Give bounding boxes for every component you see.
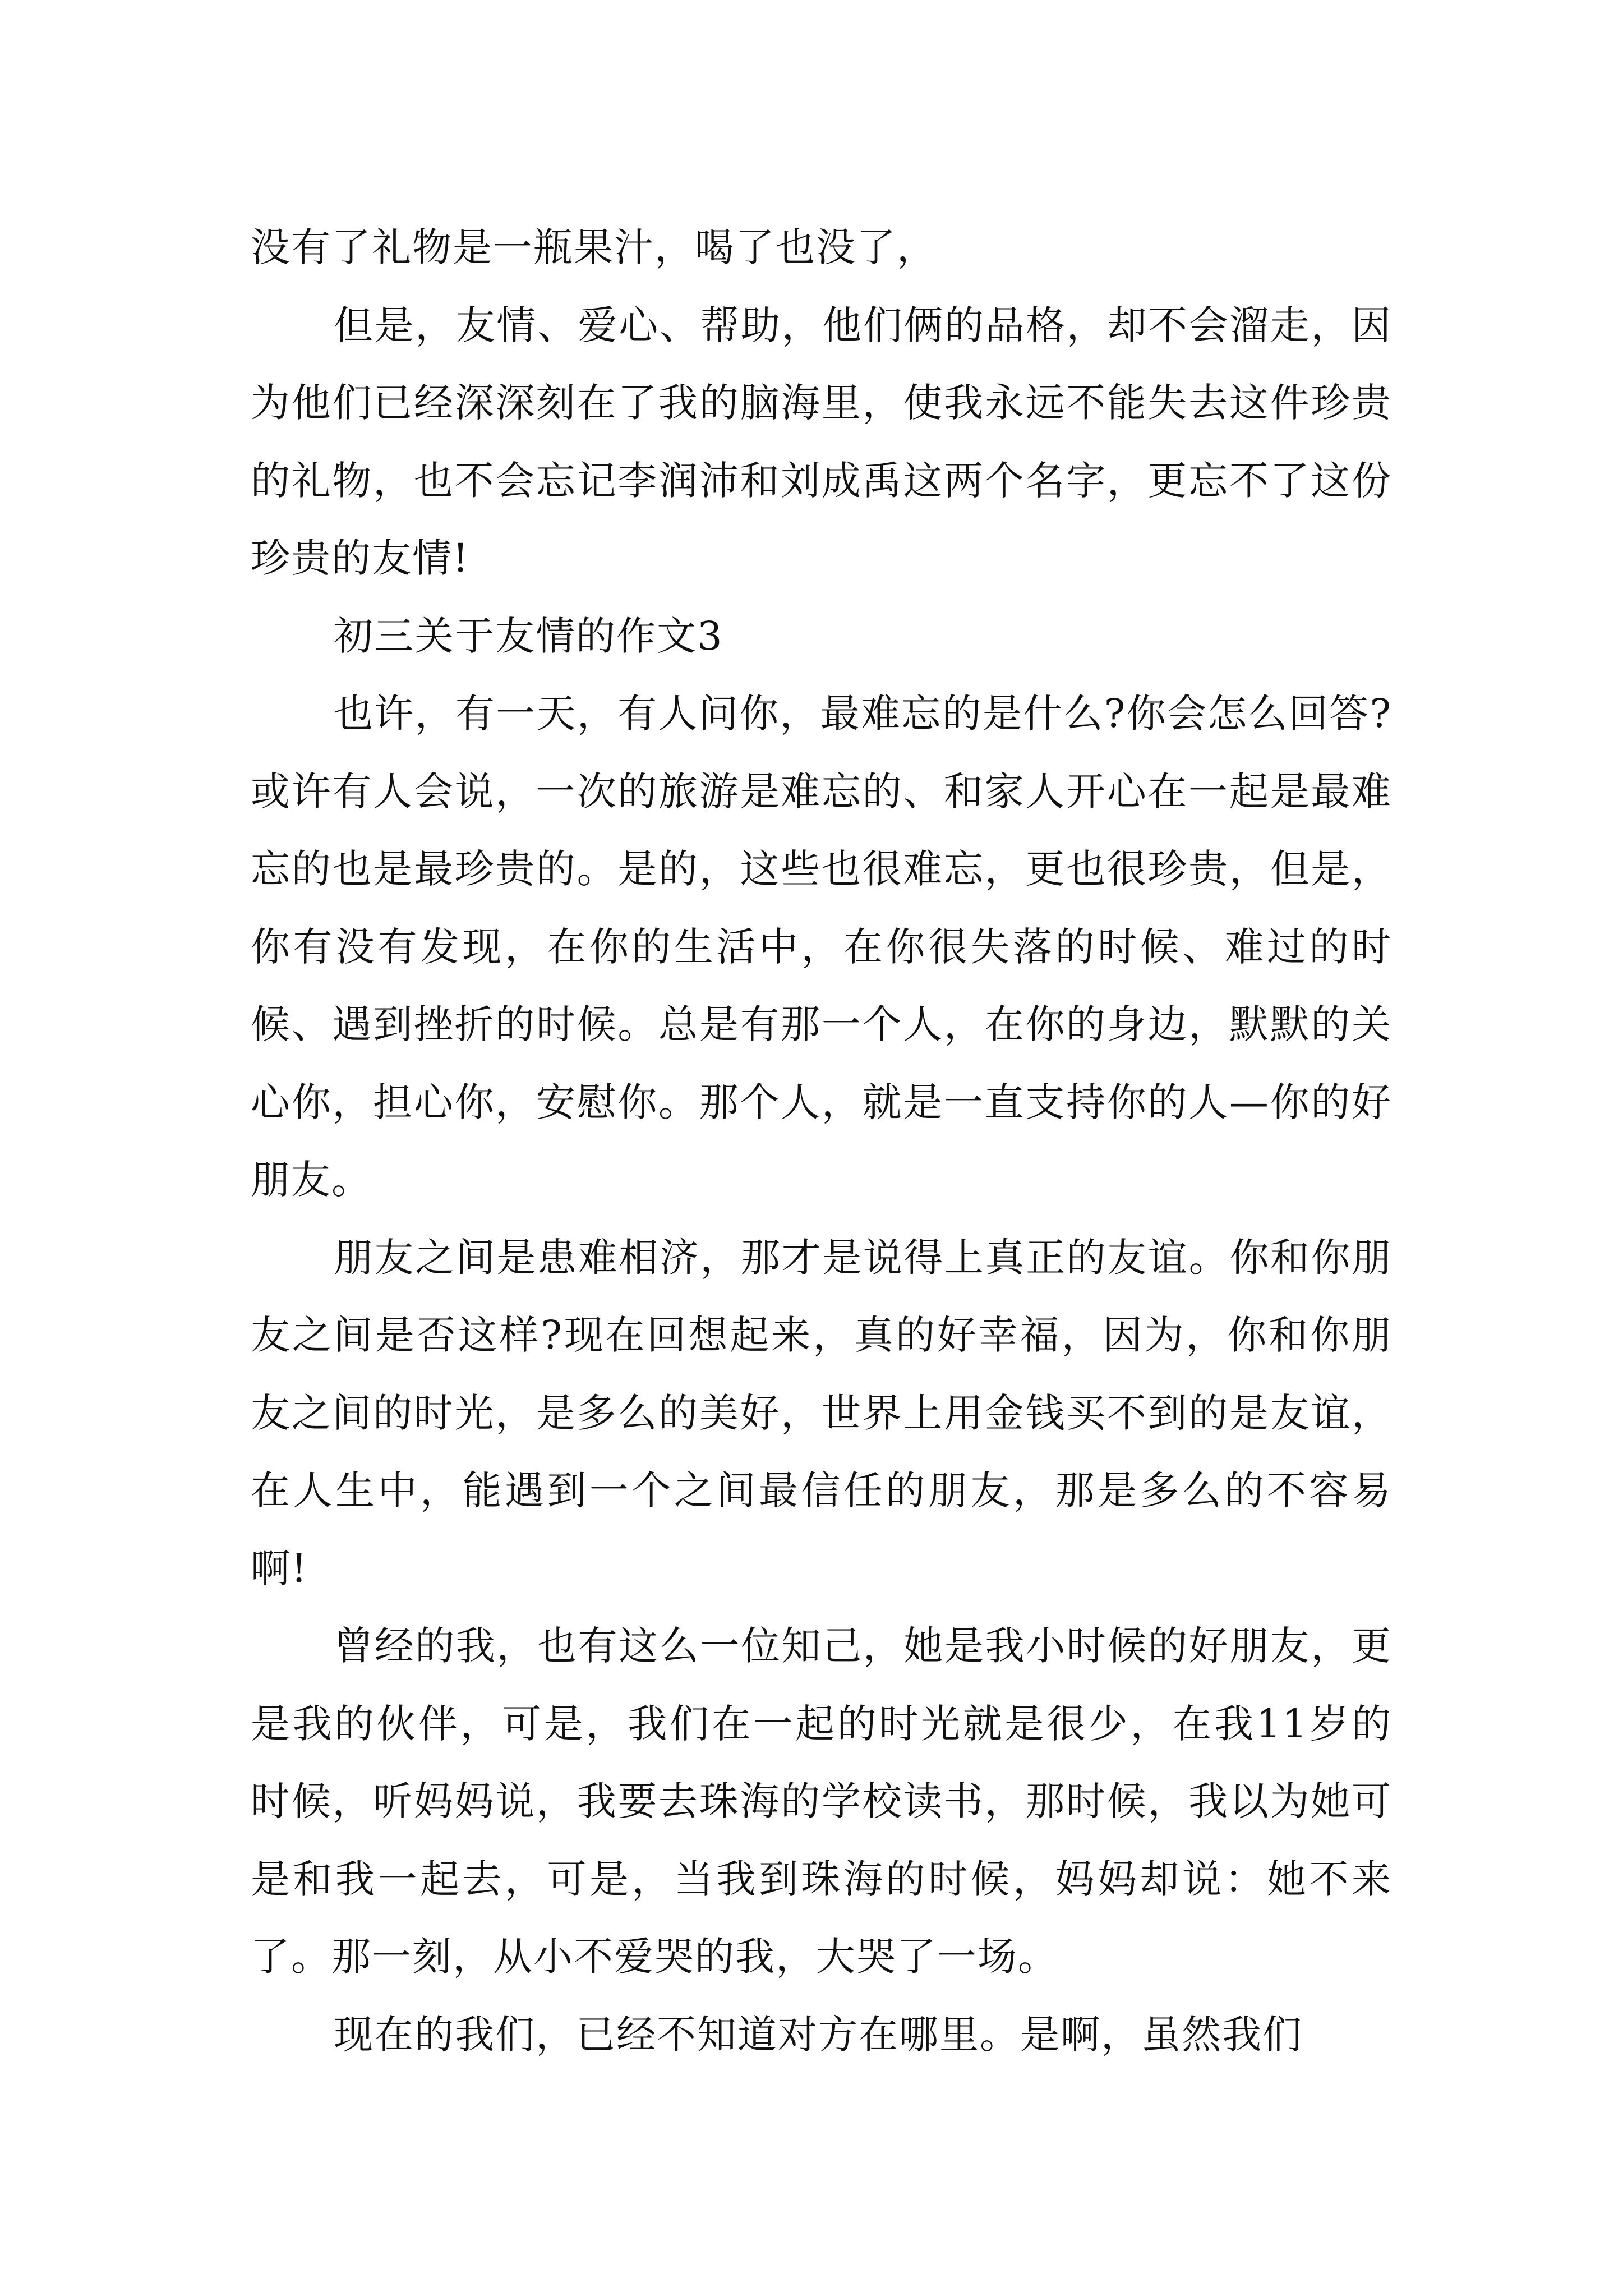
paragraph: 朋友之间是患难相济，那才是说得上真正的友谊。你和你朋友之间是否这样?现在回想起来，真的好幸福，因为，你和你朋友之间的时光，是多么的美好，世界上用金钱买不到的是友谊，在人生中，能遇到一个之间最信任的朋友，那是多么的不容易啊!: [251, 1234, 1392, 1591]
paragraph: 也许，有一天，有人问你，最难忘的是什么?你会怎么回答?或许有人会说，一次的旅游是难忘的、和家人开心在一起是最难忘的也是最珍贵的。是的，这些也很难忘，更也很珍贵，但是，你有没有发现，在你的生活中，在你很失落的时候、难过的时候、遇到挫折的时候。总是有那一个人，在你的身边，默默的关心你，担心你，安慰你。那个人，就是一直支持你的人—你的好朋友。: [251, 691, 1392, 1203]
paragraph: 曾经的我，也有这么一位知己，她是我小时候的好朋友，更是我的伙伴，可是，我们在一起的时光就是很少，在我11岁的时候，听妈妈说，我要去珠海的学校读书，那时候，我以为她可是和我一起去，可是，当我到珠海的时候，妈妈却说：她不来了。那一刻，从小不爱哭的我，大哭了一场。: [251, 1623, 1392, 1980]
paragraph: 现在的我们，已经不知道对方在哪里。是啊，虽然我们: [334, 2011, 1303, 2058]
paragraph-continuation: 没有了礼物是一瓶果汁，喝了也没了，: [251, 224, 937, 270]
paragraph: 但是，友情、爱心、帮助，他们俩的品格，却不会溜走，因为他们已经深深刻在了我的脑海里，使我永远不能失去这件珍贵的礼物，也不会忘记李润沛和刘成禹这两个名字，更忘不了这份珍贵的友情!: [251, 302, 1392, 581]
document-body: [251, 209, 1392, 2073]
section-title: 初三关于友情的作文3: [334, 613, 723, 659]
